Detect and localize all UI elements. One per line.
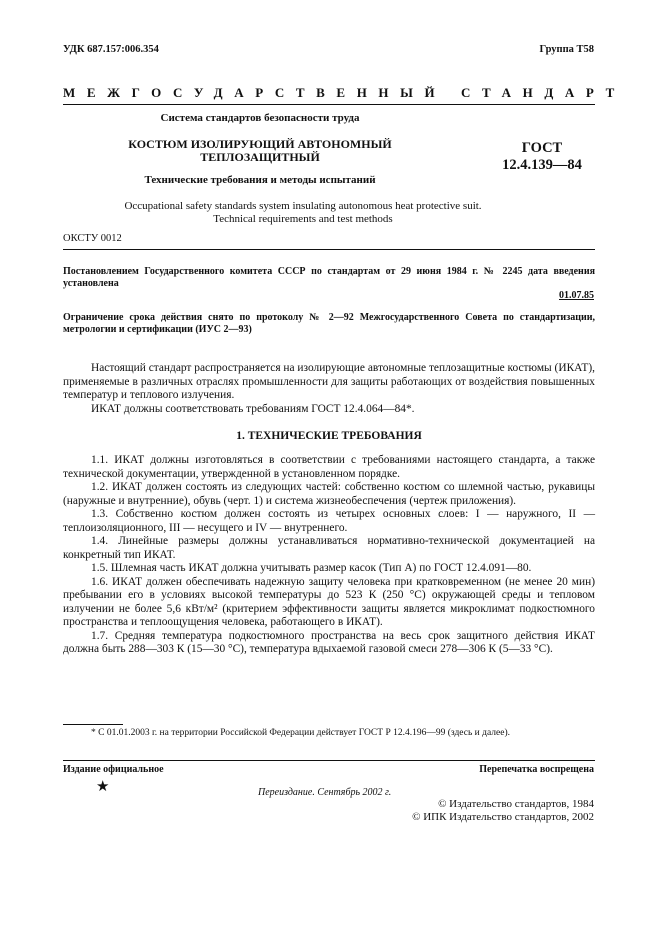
decree-text: Постановлением Государственного комитета СССР по стандартам от 29 июня 1984 г. № 2245 дата введения установлена <box>63 266 595 289</box>
footnote: * С 01.01.2003 г. на территории Российской Федерации действует ГОСТ Р 12.4.196—99 (здесь и далее). <box>91 728 510 738</box>
gost-label: ГОСТ <box>521 140 563 156</box>
footer-rule <box>63 760 595 761</box>
english-title <box>63 200 543 226</box>
intro-paragraph: ИКАТ должны соответствовать требованиям ГОСТ 12.4.064—84*. <box>91 402 415 415</box>
official-edition: Издание официальное <box>63 764 164 775</box>
header-rule <box>63 249 595 250</box>
intro-paragraph: Настоящий стандарт распространяется на изолирующие автономные теплозащитные костюмы (ИКАТ), применяемые в различных отраслях промышленности для защиты работающих от воздействия повышенных температур и теплового излучения. <box>63 362 595 401</box>
clause: 1.2. ИКАТ должен состоять из следующих частей: собственно костюм со шлемной частью, рукавицы (наружные и внутренние), обувь (черт. 1) и система жизнеобеспечения (чертеж приложения). <box>63 481 595 507</box>
title-line-1: КОСТЮМ ИЗОЛИРУЮЩИЙ АВТОНОМНЫЙ <box>128 137 392 151</box>
interstate-standard-banner: МЕЖГОСУДАРСТВЕННЫЙ СТАНДАРТ <box>63 85 626 100</box>
gost-designation <box>487 140 597 174</box>
group-code: Группа Т58 <box>539 44 594 55</box>
copyright-1984: © Издательство стандартов, 1984 <box>438 798 594 810</box>
document-subtitle: Технические требования и методы испытаний <box>144 174 376 186</box>
intro-text <box>63 362 595 416</box>
okstu-code: ОКСТУ 0012 <box>63 233 122 244</box>
banner-rule <box>63 104 595 105</box>
gost-number: 12.4.139—84 <box>502 157 582 173</box>
footnote-rule <box>63 724 123 725</box>
clause: 1.3. Собственно костюм должен состоять из четырех основных слоев: I — наружного, II — теплоизоляционного, III — несущего и IV — внутреннего. <box>63 508 595 534</box>
clauses <box>63 454 595 657</box>
section-title: 1. ТЕХНИЧЕСКИЕ ТРЕБОВАНИЯ <box>236 430 422 442</box>
limitation-text: Ограничение срока действия снято по протоколу № 2—92 Межгосударственного Совета по стандартизации, метрологии и сертификации (ИУС 2—93) <box>63 312 595 335</box>
standards-system: Система стандартов безопасности труда <box>160 112 360 124</box>
copyright-2002: © ИПК Издательство стандартов, 2002 <box>412 811 594 823</box>
clause: 1.7. Средняя температура подкостюмного пространства на весь срок защитного действия ИКАТ должна быть 288—303 К (15—30 °С), температура вдыхаемой газовой смеси 278—306 К (5—33 °С). <box>63 629 595 655</box>
english-title-line-2: Technical requirements and test methods <box>213 213 393 225</box>
reprint-prohibited: Перепечатка воспрещена <box>479 764 594 775</box>
clause: 1.1. ИКАТ должны изготовляться в соответствии с требованиями настоящего стандарта, а также технической документации, утвержденной в установленном порядке. <box>63 454 595 480</box>
effective-date: 01.07.85 <box>559 290 594 301</box>
clause: 1.6. ИКАТ должен обеспечивать надежную защиту человека при кратковременном (не менее 20 мин) пребывании его в условиях высокой температуры до 523 К (250 °С) окружающей среды и тепловом излучении не более 5,6 кВт/м² (критерием эффективности защиты является микроклимат подкостюмного пространства и теплоощущения человека, работающего в ИКАТ). <box>63 575 595 628</box>
english-title-line-1: Occupational safety standards system insulating autonomous heat protective suit. <box>124 200 482 212</box>
star-icon: ★ <box>96 779 110 795</box>
document-title <box>95 138 425 164</box>
reissue-note: Переиздание. Сентябрь 2002 г. <box>258 787 392 798</box>
clause: 1.4. Линейные размеры должны устанавливаться нормативно-технической документацией на конкретный тип ИКАТ. <box>63 535 595 561</box>
udc-code: УДК 687.157:006.354 <box>63 44 159 55</box>
clause: 1.5. Шлемная часть ИКАТ должна учитывать размер касок (Тип А) по ГОСТ 12.4.091—80. <box>91 562 532 574</box>
title-line-2: ТЕПЛОЗАЩИТНЫЙ <box>200 150 320 164</box>
